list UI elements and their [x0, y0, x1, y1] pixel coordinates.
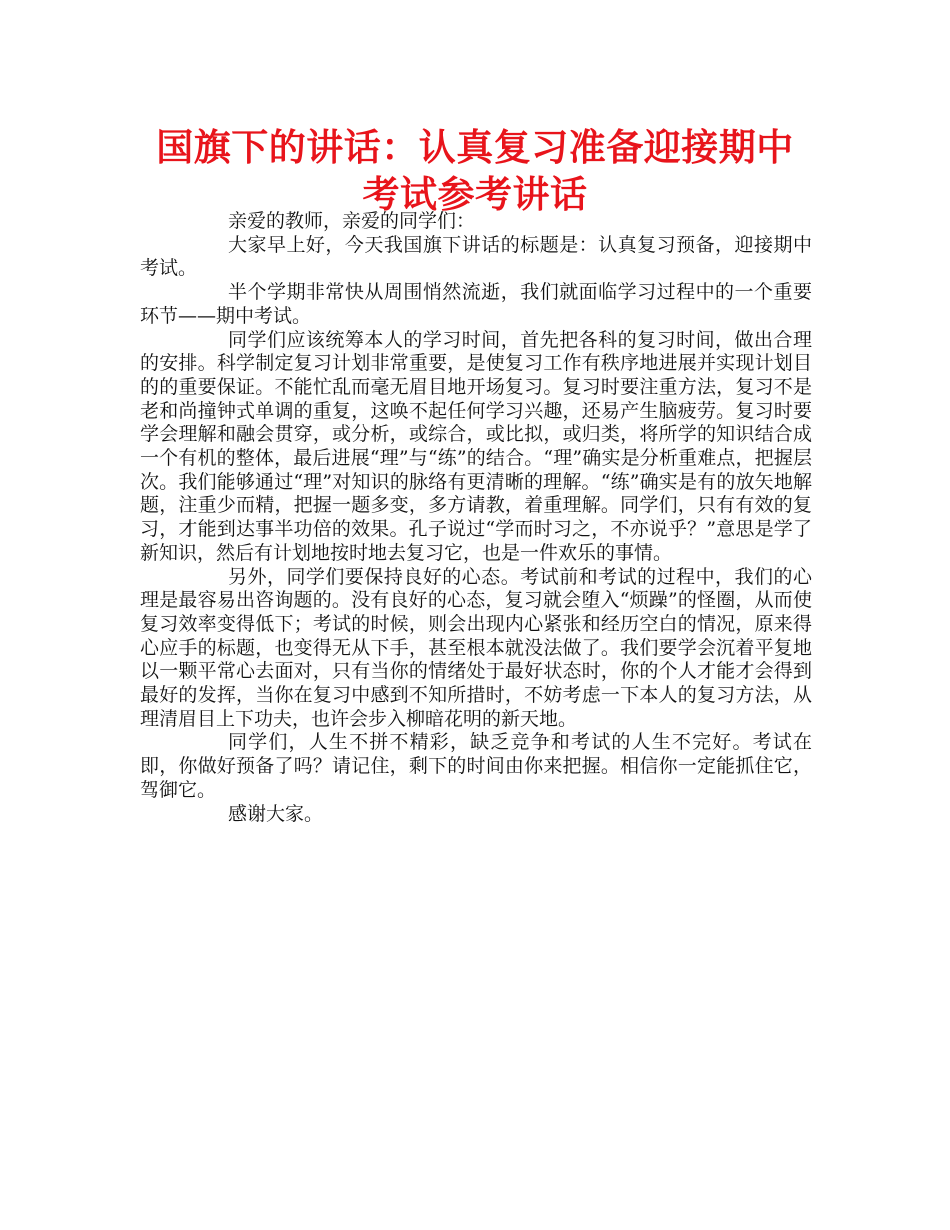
- salutation: 亲爱的教师，亲爱的同学们：: [228, 210, 476, 232]
- paragraph-review-method: 同学们应该统筹本人的学习时间，首先把各科的复习时间，做出合理的安排。科学制定复习计划非常重要，是使复习工作有秩序地进展并实现计划目的的重要保证。不能忙乱而毫无眉目地开场复习。复习时要注重方法，复习不是老和尚撞钟式单调的重复，这唤不起任何学习兴趣，还易产生脑疲劳。复习时要学会理解和融会贯穿，或分析，或综合，或比拟，或归类，将所学的知识结合成一个有机的整体，最后进展“理”与“练”的结合。“理”确实是分析重难点，把握层次。我们能够通过“理”对知识的脉络有更清晰的理解。“练”确实是有的放矢地解题，注重少而精，把握一题多变，多方请教，着重理解。同学们，只有有效的复习，才能到达事半功倍的效果。孔子说过“学而时习之，不亦说乎？”意思是学了新知识，然后有计划地按时地去复习它，也是一件欢乐的事情。: [140, 328, 812, 564]
- paragraph-greeting: 大家早上好，今天我国旗下讲话的标题是：认真复习预备，迎接期中考试。: [140, 233, 812, 280]
- paragraph-intro: 半个学期非常快从周围悄然流逝，我们就面临学习过程中的一个重要环节——期中考试。: [140, 281, 812, 327]
- paragraph-encouragement: 同学们，人生不拼不精彩，缺乏竞争和考试的人生不完好。考试在即，你做好预备了吗？请记住，剩下的时间由你来把握。相信你一定能抓住它，驾御它。: [140, 731, 812, 801]
- document-body: [140, 210, 812, 826]
- paragraph-mindset: 另外，同学们要保持良好的心态。考试前和考试的过程中，我们的心理是最容易出咨询题的。没有良好的心态，复习就会堕入“烦躁”的怪圈，从而使复习效率变得低下；考试的时候，则会出现内心紧张和经历空白的情况，原来得心应手的标题，也变得无从下手，甚至根本就没法做了。我们要学会沉着平复地以一颗平常心去面对，只有当你的情绪处于最好状态时，你的个人才能才会得到最好的发挥，当你在复习中感到不知所措时，不妨考虑一下本人的复习方法，从理清眉目上下功夫，也许会步入柳暗花明的新天地。: [140, 565, 812, 730]
- document-title: 国旗下的讲话：认真复习准备迎接期中考试参考讲话: [156, 126, 794, 216]
- closing-thanks: 感谢大家。: [228, 802, 324, 825]
